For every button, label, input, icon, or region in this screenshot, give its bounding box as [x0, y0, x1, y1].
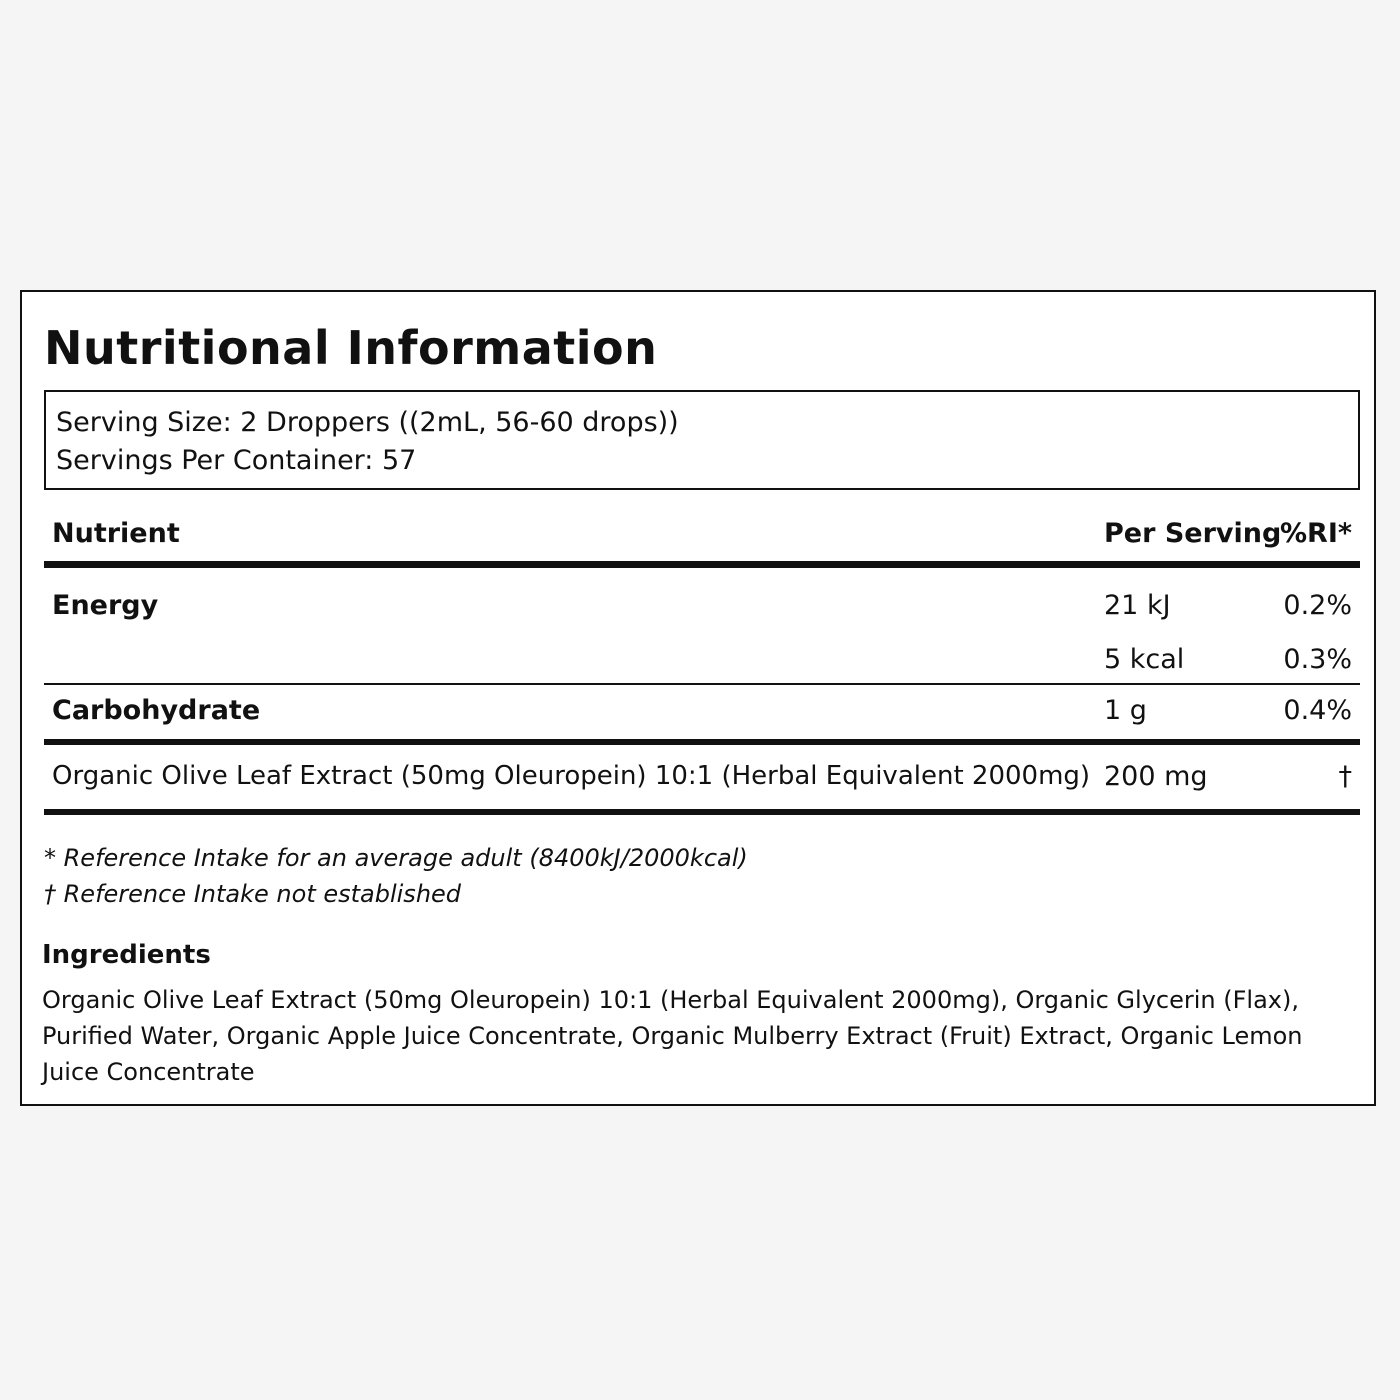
- table-row-carbohydrate: [44, 685, 1360, 745]
- energy-kcal-ri: 0.3%: [1283, 644, 1352, 675]
- carbohydrate-label: Carbohydrate: [52, 695, 261, 726]
- olive-leaf-ri: †: [1338, 761, 1352, 792]
- footnote-not-established: † Reference Intake not established: [44, 880, 462, 908]
- footnote-reference-intake: * Reference Intake for an average adult (8400kJ/2000kcal): [44, 844, 748, 872]
- table-row-olive-leaf: [44, 745, 1360, 815]
- energy-label: Energy: [52, 590, 159, 621]
- energy-kcal: 5 kcal: [1104, 644, 1185, 675]
- nutrition-panel: [20, 290, 1376, 1106]
- ingredients-text: Organic Olive Leaf Extract (50mg Oleuropein) 10:1 (Herbal Equivalent 2000mg), Organic Glycerin (Flax), Purified Water, Organic Apple Juice Concentrate, Organic Mulberry Extract (Fruit) Extract, Organic Lemon Juice Concentrate: [42, 986, 1303, 1086]
- header-ri: %RI*: [1279, 518, 1352, 549]
- table-header-row: [44, 510, 1360, 568]
- serving-size: Serving Size: 2 Droppers ((2mL, 56-60 drops)): [56, 407, 679, 438]
- olive-leaf-amount: 200 mg: [1104, 761, 1208, 792]
- serving-info-box: [44, 390, 1360, 490]
- header-per-serving: Per Serving: [1104, 518, 1282, 549]
- footnotes: [44, 840, 748, 912]
- energy-kj: 21 kJ: [1104, 590, 1171, 621]
- ingredients-title: Ingredients: [42, 940, 211, 970]
- carbohydrate-amount: 1 g: [1104, 695, 1147, 726]
- table-row-energy: [44, 568, 1360, 685]
- energy-kj-ri: 0.2%: [1283, 590, 1352, 621]
- nutrition-table: [44, 510, 1360, 815]
- header-nutrient: Nutrient: [52, 518, 180, 549]
- panel-title: Nutritional Information: [44, 321, 658, 375]
- carbohydrate-ri: 0.4%: [1283, 695, 1352, 726]
- servings-per-container: Servings Per Container: 57: [56, 445, 417, 476]
- olive-leaf-label: Organic Olive Leaf Extract (50mg Oleuropein) 10:1 (Herbal Equivalent 2000mg): [52, 761, 1091, 791]
